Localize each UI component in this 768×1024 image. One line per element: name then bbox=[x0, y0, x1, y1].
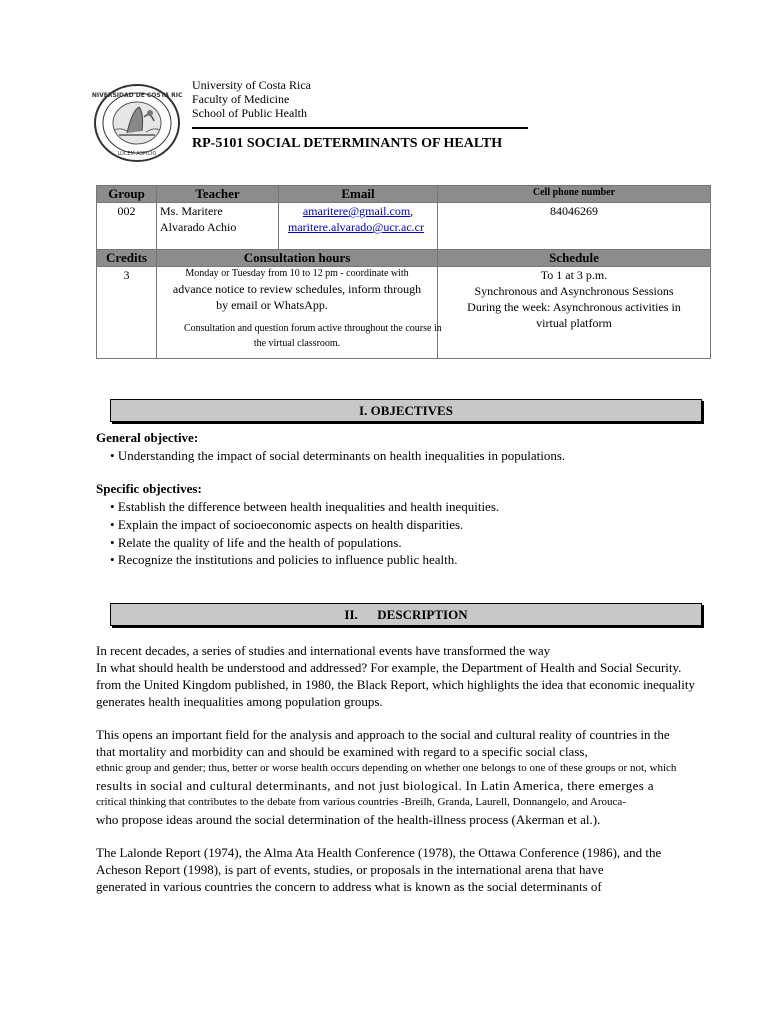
description-paragraph-3 bbox=[96, 844, 762, 895]
consultation-cell bbox=[157, 267, 442, 359]
specific-objective-item bbox=[110, 498, 499, 516]
description-section-number: II. bbox=[344, 607, 358, 622]
consultation-line1: Monday or Tuesday from 10 to 12 pm - coordinate with bbox=[185, 268, 409, 279]
schedule-line2: Synchronous and Asynchronous Sessions bbox=[474, 284, 674, 298]
description-paragraph-2 bbox=[96, 726, 762, 828]
group-value: 002 bbox=[97, 203, 157, 250]
paragraph-line: Acheson Report (1998), is part of events, studies, or proposals in the international arena that have bbox=[96, 862, 604, 877]
general-objective-text: Understanding the impact of social determinants on health inequalities in populations. bbox=[117, 448, 566, 463]
phone-value: 84046269 bbox=[438, 203, 711, 250]
header-schedule: Schedule bbox=[438, 250, 711, 267]
teacher-name-line2: Alvarado Achio bbox=[160, 220, 237, 234]
bullet-marker: • bbox=[110, 499, 115, 514]
seal-lettering-bottom: LUCEM ASPICIO bbox=[117, 151, 157, 157]
description-paragraph-1 bbox=[96, 642, 762, 710]
consultation-note1: Consultation and question forum active throughout the course in bbox=[184, 323, 442, 334]
seal-lettering-top: UNIVERSIDAD DE COSTA RICA bbox=[92, 92, 182, 99]
paragraph-line: from the United Kingdom published, in 1980, the Black Report, which highlights the idea that economic inequality bbox=[96, 677, 695, 692]
specific-objective-text: Explain the impact of socioeconomic aspects on health disparities. bbox=[117, 517, 464, 532]
bullet-marker: • bbox=[110, 517, 115, 532]
specific-objective-item bbox=[110, 516, 463, 534]
paragraph-line: This opens an important field for the analysis and approach to the social and cultural reality of countries in the bbox=[96, 727, 670, 742]
general-objective-label: General objective: bbox=[96, 430, 199, 445]
consultation-line3: by email or WhatsApp. bbox=[216, 298, 328, 312]
header-consultation: Consultation hours bbox=[157, 250, 438, 267]
paragraph-line: results in social and cultural determinants, and not just biological. In Latin America, there emerges a bbox=[96, 778, 654, 793]
email-link-gmail[interactable]: amaritere@gmail.com bbox=[302, 204, 411, 218]
institution-faculty: Faculty of Medicine bbox=[192, 92, 290, 106]
paragraph-line: generates health inequalities among population groups. bbox=[96, 694, 383, 709]
university-seal bbox=[92, 83, 182, 163]
header-credits: Credits bbox=[97, 250, 157, 267]
specific-objective-item bbox=[110, 551, 458, 569]
course-title: RP-5101 SOCIAL DETERMINANTS OF HEALTH bbox=[192, 136, 503, 151]
email-separator: , bbox=[410, 204, 414, 218]
specific-objective-text: Establish the difference between health inequalities and health inequities. bbox=[117, 499, 500, 514]
description-section-title: DESCRIPTION bbox=[377, 607, 468, 622]
consultation-note2: the virtual classroom. bbox=[253, 338, 341, 349]
header-email: Email bbox=[279, 186, 438, 203]
teacher-cell bbox=[157, 203, 279, 250]
specific-objective-text: Recognize the institutions and policies to influence public health. bbox=[117, 552, 458, 567]
paragraph-line: who propose ideas around the social determination of the health-illness process (Akerman et al.). bbox=[96, 812, 601, 827]
header-group: Group bbox=[97, 186, 157, 203]
paragraph-line: ethnic group and gender; thus, better or worse health occurs depending on whether one belongs to one of these groups or not, which bbox=[96, 762, 677, 774]
schedule-line3: During the week: Asynchronous activities in bbox=[467, 300, 681, 314]
description-section-bar bbox=[110, 603, 702, 626]
teacher-name-line1: Ms. Maritere bbox=[160, 204, 223, 218]
paragraph-line: In what should health be understood and addressed? For example, the Department of Health and Social Security. bbox=[96, 660, 682, 675]
email-cell bbox=[279, 203, 438, 250]
paragraph-line: critical thinking that contributes to the debate from various countries -Breilh, Granda, Laurell, Donnangelo, and Arouca- bbox=[96, 796, 626, 808]
specific-objectives-label: Specific objectives: bbox=[96, 481, 202, 496]
paragraph-line: that mortality and morbidity can and should be examined with regard to a specific social class, bbox=[96, 744, 588, 759]
specific-objective-text: Relate the quality of life and the health of populations. bbox=[117, 535, 402, 550]
institution-university: University of Costa Rica bbox=[192, 78, 311, 92]
schedule-line1: To 1 at 3 p.m. bbox=[540, 268, 608, 282]
email-link-ucr[interactable]: maritere.alvarado@ucr.ac.cr bbox=[288, 220, 424, 234]
paragraph-line: The Lalonde Report (1974), the Alma Ata Health Conference (1978), the Ottawa Conference (1986), and the bbox=[96, 845, 662, 860]
course-info-table bbox=[96, 185, 711, 359]
schedule-cell bbox=[438, 267, 711, 359]
header-rule bbox=[192, 127, 528, 129]
credits-value: 3 bbox=[97, 267, 157, 359]
institution-school: School of Public Health bbox=[192, 106, 307, 120]
paragraph-line: In recent decades, a series of studies and international events have transformed the way bbox=[96, 643, 551, 658]
bullet-marker: • bbox=[110, 535, 115, 550]
specific-objective-item bbox=[110, 534, 402, 552]
header-teacher: Teacher bbox=[157, 186, 279, 203]
schedule-line4: virtual platform bbox=[536, 316, 612, 330]
bullet-marker: • bbox=[110, 552, 115, 567]
paragraph-line: generated in various countries the concern to address what is known as the social determinants of bbox=[96, 879, 602, 894]
header-phone: Cell phone number bbox=[438, 186, 711, 203]
objectives-section-bar: I. OBJECTIVES bbox=[110, 399, 702, 422]
general-objective-item bbox=[110, 447, 565, 465]
bullet-marker: • bbox=[110, 448, 115, 463]
consultation-line2: advance notice to review schedules, inform through bbox=[172, 282, 422, 296]
